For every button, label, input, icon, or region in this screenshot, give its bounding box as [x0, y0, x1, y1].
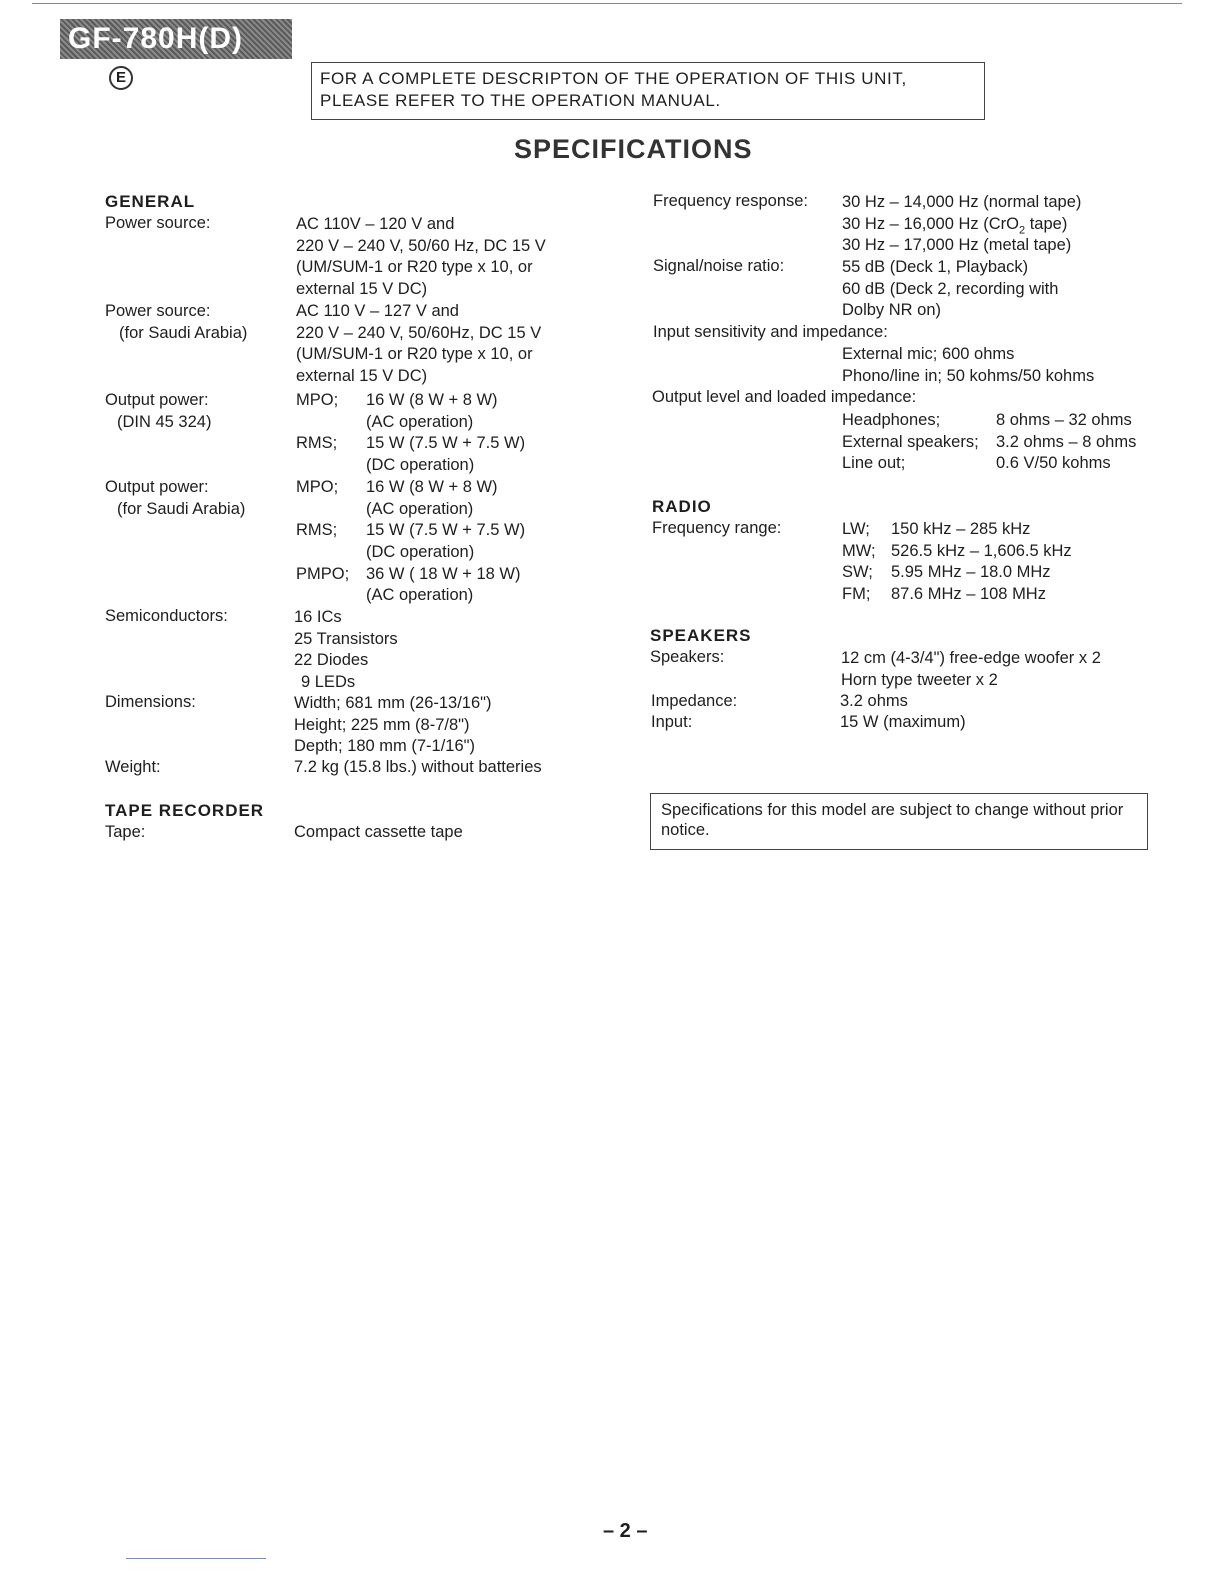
input-value: 15 W (maximum)	[840, 713, 966, 731]
spec-line: Depth; 180 mm (7-1/16")	[294, 737, 476, 756]
output-power-din-values	[366, 390, 525, 477]
spec-line: 55 dB (Deck 1, Playback)	[842, 258, 1029, 276]
output-power-din-modes	[296, 390, 338, 455]
general-heading: GENERAL	[105, 192, 196, 211]
spec-line: 16 ICs	[294, 608, 342, 626]
model-badge: GF-780H(D)	[60, 19, 292, 59]
semiconductors-label: Semiconductors:	[105, 607, 228, 625]
power-source-saudi-label	[105, 301, 247, 344]
output-power-din-label	[105, 390, 211, 433]
mode-label: MPO;	[296, 391, 339, 409]
spec-line: 22 Diodes	[294, 651, 369, 670]
speakers-value	[841, 648, 1101, 691]
speakers-heading: SPEAKERS	[650, 626, 752, 645]
spec-text: tape)	[1025, 214, 1068, 233]
speakers-label: Speakers:	[650, 648, 725, 666]
spec-line: 30 Hz – 17,000 Hz (metal tape)	[842, 236, 1072, 255]
impedance-value: 3.2 ohms	[840, 692, 908, 710]
region-mark-icon: E	[109, 66, 133, 90]
input-sensitivity-label: Input sensitivity and impedance:	[653, 323, 888, 341]
tape-recorder-heading: TAPE RECORDER	[105, 801, 265, 820]
spec-line: 16 W (8 W + 8 W)	[366, 478, 498, 496]
output-value: 3.2 ohms – 8 ohms	[996, 432, 1137, 451]
spec-line: external 15 V DC)	[296, 367, 428, 386]
band-range: 87.6 MHz – 108 MHz	[891, 585, 1046, 604]
spec-line: (AC operation)	[366, 412, 474, 431]
spec-line: 220 V – 240 V, 50/60Hz, DC 15 V	[296, 323, 542, 342]
output-name: Line out;	[842, 454, 906, 473]
power-source-saudi-value	[296, 301, 541, 388]
subscript: 2	[1019, 223, 1026, 236]
spec-line: 15 W (7.5 W + 7.5 W)	[366, 434, 526, 453]
weight-value: 7.2 kg (15.8 lbs.) without batteries	[294, 758, 542, 776]
power-source-label: Power source:	[105, 214, 211, 232]
output-level-values	[996, 410, 1136, 475]
spec-line: External mic; 600 ohms	[842, 345, 1015, 363]
frequency-response-value	[842, 192, 1081, 257]
operation-manual-notice	[311, 62, 985, 120]
spec-line: (AC operation)	[366, 586, 474, 605]
label: Power source:	[105, 302, 211, 320]
page-number: – 2 –	[603, 1520, 648, 1542]
page-title: SPECIFICATIONS	[514, 134, 753, 164]
spec-text: 30 Hz – 16,000 Hz (CrO	[842, 214, 1019, 233]
spec-line: (DC operation)	[366, 543, 475, 562]
impedance-label: Impedance:	[651, 692, 738, 710]
sublabel: (for Saudi Arabia)	[117, 499, 246, 518]
radio-heading: RADIO	[652, 497, 712, 516]
band-label: LW;	[842, 520, 870, 538]
band-range: 150 kHz – 285 kHz	[891, 520, 1031, 538]
spec-line: Height; 225 mm (8-7/8")	[294, 715, 470, 734]
output-level-label: Output level and loaded impedance:	[652, 388, 917, 406]
output-name: Headphones;	[842, 411, 941, 429]
band-label: MW;	[842, 541, 876, 560]
spec-line: 36 W ( 18 W + 18 W)	[366, 564, 521, 583]
label: Output power:	[105, 478, 209, 496]
spec-line: 30 Hz – 14,000 Hz (normal tape)	[842, 193, 1082, 211]
output-value: 0.6 V/50 kohms	[996, 454, 1111, 473]
bottom-rule	[126, 1558, 266, 1559]
spec-line: Width; 681 mm (26-13/16")	[294, 694, 492, 712]
spec-line: 12 cm (4-3/4") free-edge woofer x 2	[841, 649, 1101, 667]
output-power-saudi-values	[366, 477, 525, 607]
notice-line: FOR A COMPLETE DESCRIPTON OF THE OPERATION OF THIS UNIT,	[320, 69, 907, 88]
frequency-range-label: Frequency range:	[652, 519, 782, 537]
spec-line: 220 V – 240 V, 50/60 Hz, DC 15 V	[296, 236, 546, 255]
semiconductors-value	[294, 607, 398, 694]
spec-line: 9 LEDs	[301, 673, 356, 692]
spec-line: 15 W (7.5 W + 7.5 W)	[366, 521, 526, 540]
spec-line: (DC operation)	[366, 456, 475, 475]
top-rule	[32, 3, 1182, 4]
spec-line: AC 110V – 120 V and	[296, 215, 455, 233]
notice-line: PLEASE REFER TO THE OPERATION MANUAL.	[320, 91, 721, 110]
spec-line: 16 W (8 W + 8 W)	[366, 391, 498, 409]
spec-line	[842, 214, 1081, 236]
output-power-saudi-modes	[296, 477, 349, 585]
input-sensitivity-value	[842, 344, 1094, 387]
tape-value: Compact cassette tape	[294, 823, 463, 841]
mode-label: RMS;	[296, 434, 338, 453]
mode-label: MPO;	[296, 478, 339, 496]
spec-line: Horn type tweeter x 2	[841, 670, 998, 689]
spec-line: AC 110 V – 127 V and	[296, 302, 459, 320]
snr-label: Signal/noise ratio:	[653, 257, 785, 275]
sublabel: (DIN 45 324)	[117, 412, 212, 431]
output-power-saudi-label	[105, 477, 245, 520]
output-level-names	[842, 410, 979, 475]
spec-line: (UM/SUM-1 or R20 type x 10, or	[296, 258, 533, 277]
tape-label: Tape:	[105, 823, 146, 841]
input-label: Input:	[651, 713, 693, 731]
output-name: External speakers;	[842, 432, 979, 451]
label: Output power:	[105, 391, 209, 409]
band-label: FM;	[842, 585, 871, 604]
change-notice: Specifications for this model are subject to change without prior notice.	[650, 793, 1148, 850]
radio-ranges	[891, 519, 1072, 606]
radio-bands	[842, 519, 876, 606]
sublabel: (for Saudi Arabia)	[119, 323, 248, 342]
spec-line: Phono/line in; 50 kohms/50 kohms	[842, 366, 1095, 385]
frequency-response-label: Frequency response:	[653, 192, 809, 210]
spec-line: (UM/SUM-1 or R20 type x 10, or	[296, 345, 533, 364]
power-source-value	[296, 214, 546, 301]
dimensions-value	[294, 693, 492, 758]
mode-label: PMPO;	[296, 564, 350, 583]
band-range: 526.5 kHz – 1,606.5 kHz	[891, 541, 1072, 560]
spec-line: 25 Transistors	[294, 629, 398, 648]
dimensions-label: Dimensions:	[105, 693, 196, 711]
spec-line: 60 dB (Deck 2, recording with	[842, 279, 1059, 298]
snr-value	[842, 257, 1058, 322]
spec-line: Dolby NR on)	[842, 301, 942, 320]
band-range: 5.95 MHz – 18.0 MHz	[891, 563, 1051, 582]
mode-label: RMS;	[296, 521, 338, 540]
weight-label: Weight:	[105, 758, 161, 776]
spec-line: (AC operation)	[366, 499, 474, 518]
output-value: 8 ohms – 32 ohms	[996, 411, 1132, 429]
spec-line: external 15 V DC)	[296, 280, 428, 299]
band-label: SW;	[842, 563, 873, 582]
